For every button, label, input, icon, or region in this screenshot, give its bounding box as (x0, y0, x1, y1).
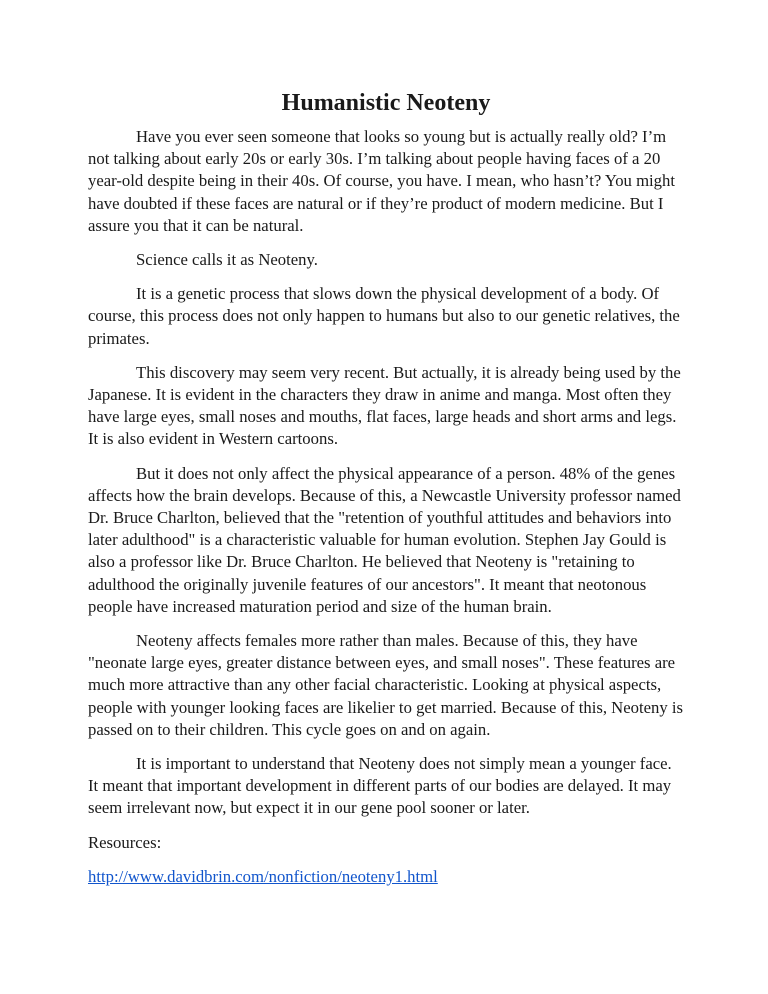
resource-link-line (88, 866, 684, 888)
document-title: Humanistic Neoteny (281, 90, 491, 116)
paragraph-conclusion: It is important to understand that Neoteny does not simply mean a younger face. It meant that important development in different parts of our bodies are delayed. It may seem irrelevant now, but expect it in our gene pool sooner or later. (88, 754, 672, 818)
document-page (88, 88, 684, 900)
paragraph-intro: Have you ever seen someone that looks so young but is actually really old? I’m not talking about early 20s or early 30s. I’m talking about people having faces of a 20 year-old despite being in their 40s. Of course, you have. I mean, who hasn’t? You might have doubted if these faces are natural or if they’re product of modern medicine. But I assure you that it can be natural. (88, 127, 676, 235)
resources-label: Resources: (88, 832, 162, 852)
resource-link[interactable]: http://www.davidbrin.com/nonfiction/neoteny1.html (88, 866, 438, 886)
paragraph-genetic-process: It is a genetic process that slows down the physical development of a body. Of course, this process does not only happen to humans but also to our genetic relatives, the primates. (88, 284, 680, 348)
paragraph-females: Neoteny affects females more rather than males. Because of this, they have "neonate large eyes, greater distance between eyes, and small noses". These features are much more attractive than any other facial characteristic. Looking at physical aspects, people with younger looking faces are likelier to get married. Because of this, Neoteny is passed on to their children. This cycle goes on and on again. (88, 631, 683, 739)
paragraph-discovery: This discovery may seem very recent. But actually, it is already being used by the Japanese. It is evident in the characters they draw in anime and manga. Most often they have large eyes, small noses and mouths, flat faces, large heads and short arms and legs. It is also evident in Western cartoons. (88, 362, 681, 449)
paragraph-science: Science calls it as Neoteny. (136, 250, 318, 270)
paragraph-brain: But it does not only affect the physical appearance of a person. 48% of the genes affects how the brain develops. Because of this, a Newcastle University professor named Dr. Bruce Charlton, believed that the "retention of youthful attitudes and behaviors into later adulthood" is a characteristic valuable for human evolution. Stephen Jay Gould is also a professor like Dr. Bruce Charlton. He believed that Neoteny is "retaining to adulthood the originally juvenile features of our ancestors". It meant that neotonous people have increased maturation period and size of the human brain. (88, 463, 681, 616)
